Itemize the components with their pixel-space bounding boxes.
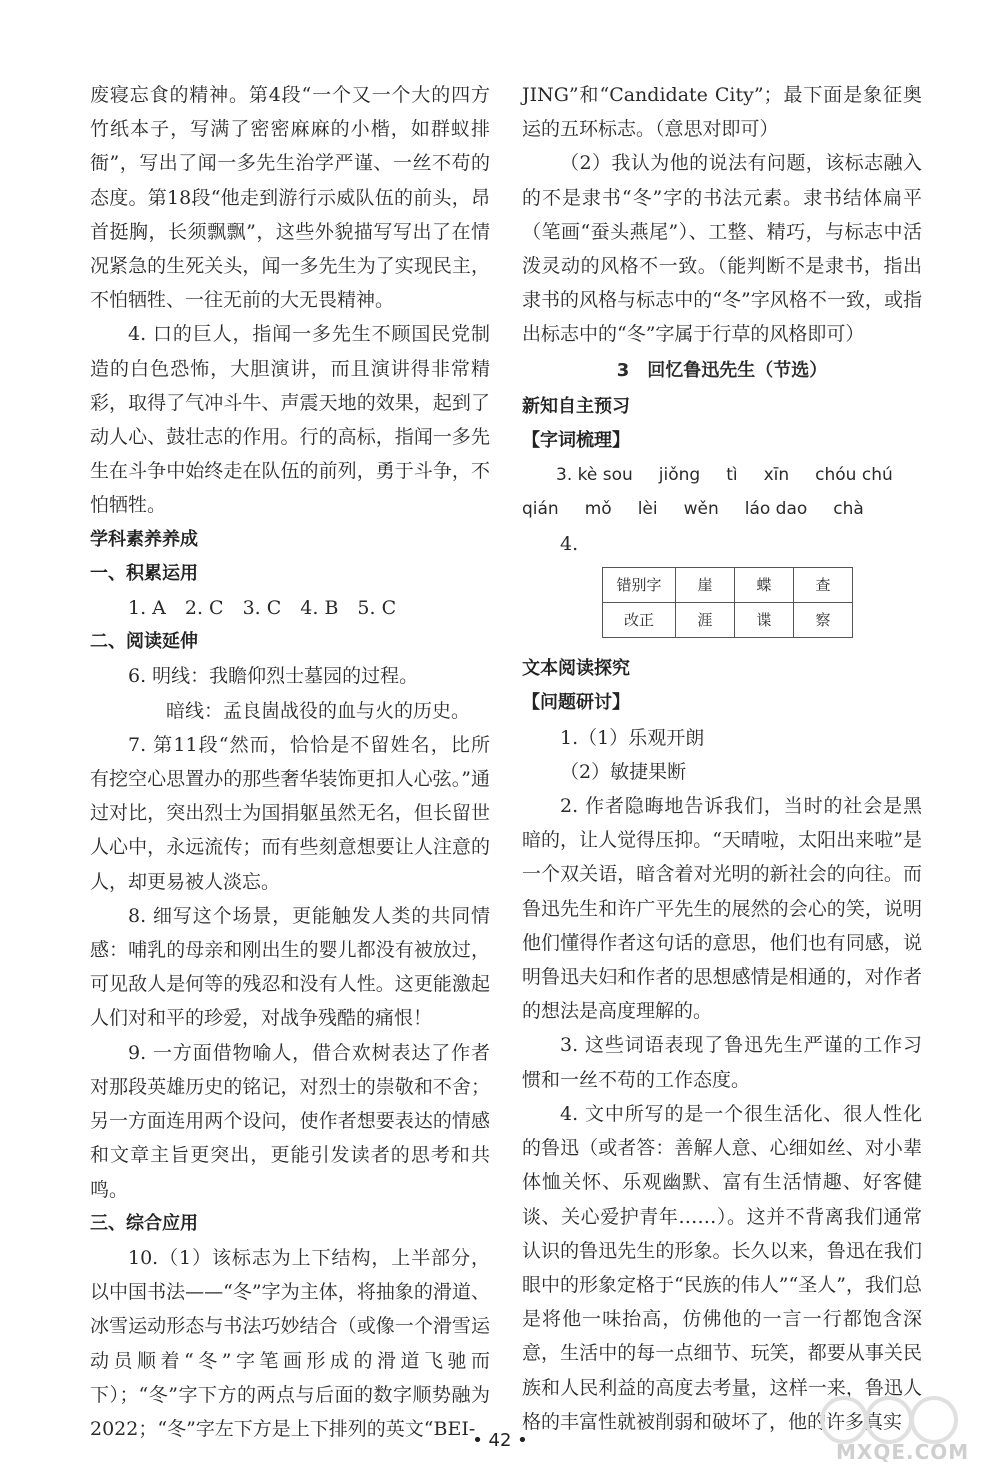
pinyin-item: qián — [522, 499, 559, 520]
table-row — [603, 567, 853, 602]
pinyin-item: láo dao — [744, 499, 808, 520]
pinyin-item: 3. kè sou — [556, 465, 633, 486]
part-heading-yuedu-yanshen: 二、阅读延伸 — [90, 631, 198, 653]
paragraph-wen-yiduo-spirit: 废寝忘食的精神。第4段“一个又一个大的四方竹纸本子，写满了密密麻麻的小楷，如群蚁排衙”，写出了闻一多先生治学严谨、一丝不苟的态度。第18段“他走到游行示威队伍的前头，昂首挺胸，长须飘飘”，这些外貌描写写出了在情况紧急的生死关头，闻一多先生为了实现民主，不怕牺牲、一往无前的大无畏精神。 — [90, 84, 490, 312]
answer-6-mingxian: 6. 明线：我瞻仰烈士墓园的过程。 — [128, 665, 419, 688]
table-cell: 查 — [794, 567, 853, 602]
answer-8: 8. 细写这个场景，更能触发人类的共同情感：哺乳的母亲和刚出生的婴儿都没有被放过，可见敌人是何等的残忍和没有人性。这更能激起人们对和平的珍爱，对战争残酷的痛恨！ — [90, 904, 490, 1030]
section-heading-xueke-suyang: 学科素养养成 — [90, 528, 198, 550]
answer-6-anxian: 暗线：孟良崮战役的血与火的历史。 — [166, 699, 471, 722]
pinyin-item: xīn — [763, 465, 790, 486]
answer-4-label: 4. — [560, 532, 579, 555]
table-cell: 谍 — [735, 603, 794, 638]
section-heading-wenben: 文本阅读探究 — [522, 658, 630, 680]
table-cell: 错别字 — [603, 567, 676, 602]
pinyin-item: chóu chú — [815, 465, 893, 486]
table-cell: 改正 — [603, 603, 676, 638]
pinyin-line-1 — [522, 458, 922, 492]
lesson-title: 3 回忆鲁迅先生（节选） — [616, 359, 828, 381]
pinyin-item: tì — [726, 465, 738, 486]
answer-10-part-2: （2）我认为他的说法有问题，该标志融入的不是隶书“冬”字的书法元素。隶书结体扁平（笔画“蚕头燕尾”）、工整、精巧，与标志中活泼灵动的风格不一致。（能判断不是隶书，指出隶书的风格与标志中的“冬”字风格不一致，或指出标志中的“冬”字属于行草的风格即可） — [522, 152, 922, 346]
pinyin-line-2 — [522, 492, 922, 526]
answer-1-a: 1.（1）乐观开朗 — [560, 726, 705, 749]
section-heading-xinzhi: 新知自主预习 — [522, 395, 630, 417]
part-heading-jilei-yunyong: 一、积累运用 — [90, 562, 198, 584]
answers-multiple-choice: 1. A 2. C 3. C 4. B 5. C — [128, 597, 397, 620]
pinyin-item: jiǒng — [658, 465, 701, 486]
pinyin-item: mǒ — [584, 499, 612, 520]
table-cell: 崖 — [676, 567, 735, 602]
answer-7: 7. 第11段“然而，恰恰是不留姓名，比所有挖空心思置办的那些奢华装饰更扣人心弦。”通过对比，突出烈士为国捐躯虽然无名，但长留世人心中，永远流传；而有些刻意想要让人注意的人，却更易被人淡忘。 — [90, 733, 490, 893]
watermark-text: MXQE.COM — [836, 1440, 970, 1464]
pinyin-item: wěn — [683, 499, 719, 520]
answer-4: 4. 文中所写的是一个很生活化、很人性化的鲁迅（或者答：善解人意、心细如丝、对小辈体恤关怀、乐观幽默、富有生活情趣、好客健谈、关心爱护青年……）。这并不背离我们通常认识的鲁迅先生的形象。长久以来，鲁迅在我们眼中的形象定格于“民族的伟人”“圣人”，我们总是将他一味抬高，仿佛他的一言一行都饱含深意，生活中的每一点细节、玩笑，都要从事关民族和人民利益的高度去考量，这样一来，鲁迅人格的丰富性就被削弱和破坏了，他的许多真实 — [522, 1102, 922, 1433]
bracket-heading-wenti: 【问题研讨】 — [522, 692, 630, 714]
pinyin-item: chà — [833, 499, 864, 520]
answer-2: 2. 作者隐晦地告诉我们，当时的社会是黑暗的，让人觉得压抑。“天晴啦，太阳出来啦”是一个双关语，暗含着对光明的新社会的向往。而鲁迅先生和许广平先生的展然的会心的笑，说明他们懂得作者这句话的意思，他们也有同感，说明鲁迅夫妇和作者的思想感情是相通的，对作者的想法是高度理解的。 — [522, 795, 922, 1023]
table-cell: 察 — [794, 603, 853, 638]
table-row — [603, 603, 853, 638]
answer-10-continued: JING”和“Candidate City”；最下面是象征奥运的五环标志。（意思对即可） — [522, 84, 922, 141]
page-number: • 42 • — [472, 1430, 528, 1451]
bracket-heading-zici: 【字词梳理】 — [522, 430, 630, 452]
answer-9: 9. 一方面借物喻人，借合欢树表达了作者对那段英雄历史的铭记，对烈士的崇敬和不舍；另一方面连用两个设问，使作者想要表达的情感和文章主旨更突出，更能引发读者的思考和共鸣。 — [90, 1041, 490, 1201]
answer-4-kou-de-juren: 4. 口的巨人，指闻一多先生不顾国民党制造的白色恐怖，大胆演讲，而且演讲得非常精彩，取得了气冲斗牛、声震天地的效果，起到了动人心、鼓壮志的作用。行的高标，指闻一多先生在斗争中始终走在队伍的前列，勇于斗争，不怕牺牲。 — [90, 323, 490, 517]
answer-10-part-1: 10.（1）该标志为上下结构，上半部分，以中国书法——“冬”字为主体，将抽象的滑道、冰雪运动形态与书法巧妙结合（或像一个滑雪运动员顺着“冬”字笔画形成的滑道飞驰而下）；“冬”字下方的两点与后面的数字顺势融为2022；“冬”字左下方是上下排列的英文“BEI- — [90, 1246, 490, 1440]
correction-table — [602, 567, 853, 638]
right-column — [522, 78, 922, 1439]
left-column — [90, 78, 490, 1446]
part-heading-zonghe-yingyong: 三、综合应用 — [90, 1212, 198, 1234]
pinyin-item: lèi — [637, 499, 658, 520]
table-cell: 蝶 — [735, 567, 794, 602]
answer-1-b: （2）敏捷果断 — [560, 760, 687, 783]
answer-3: 3. 这些词语表现了鲁迅先生严谨的工作习惯和一丝不苟的工作态度。 — [522, 1034, 922, 1091]
table-cell: 涯 — [676, 603, 735, 638]
